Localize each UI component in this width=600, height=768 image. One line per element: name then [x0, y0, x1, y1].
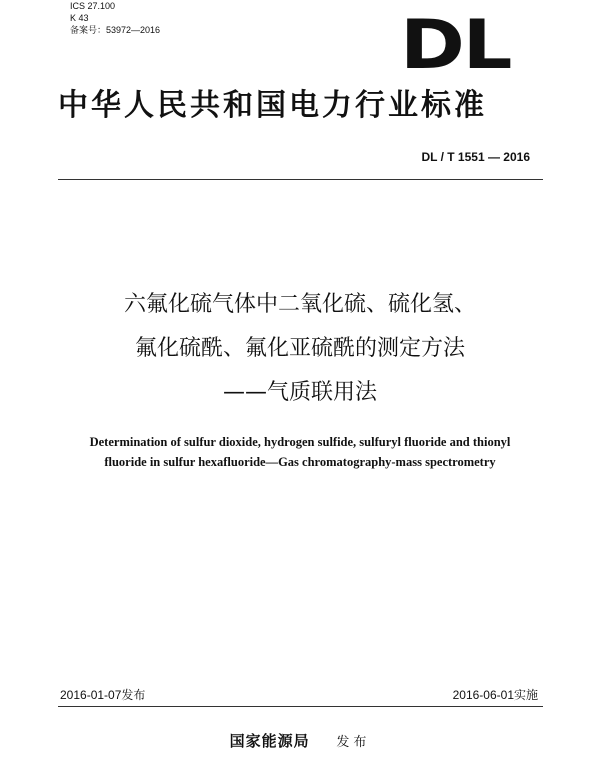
top-divider: [58, 179, 543, 180]
industry-standard-title: 中华人民共和国电力行业标准: [58, 88, 487, 123]
publisher-action: 发布: [336, 735, 371, 750]
chinese-title: [0, 283, 600, 415]
publisher-line: [0, 730, 600, 751]
english-title: [0, 432, 600, 472]
classification-block: [70, 0, 160, 36]
class-code: K 43: [70, 13, 89, 23]
dl-logo: DL: [400, 6, 511, 85]
ics-code: ICS 27.100: [70, 1, 116, 11]
implementation-date: 2016-06-01实施: [452, 688, 538, 702]
standard-code: DL / T 1551 — 2016: [421, 150, 530, 164]
chinese-title-line-1: 六氟化硫气体中二氧化硫、硫化氢、: [123, 292, 476, 317]
english-title-line-2: fluoride in sulfur hexafluoride—Gas chromatography-mass spectrometry: [104, 455, 496, 469]
bottom-divider: [58, 706, 543, 707]
english-title-line-1: Determination of sulfur dioxide, hydrogen sulfide, sulfuryl fluoride and thionyl: [89, 435, 511, 449]
chinese-title-line-2: 氟化硫酰、氟化亚硫酰的测定方法: [134, 336, 465, 361]
issue-date: 2016-01-07发布: [60, 688, 146, 702]
record-number: 备案号：53972—2016: [70, 25, 161, 35]
publisher-name: 国家能源局: [229, 732, 310, 750]
chinese-title-line-3: ——气质联用法: [222, 380, 377, 405]
